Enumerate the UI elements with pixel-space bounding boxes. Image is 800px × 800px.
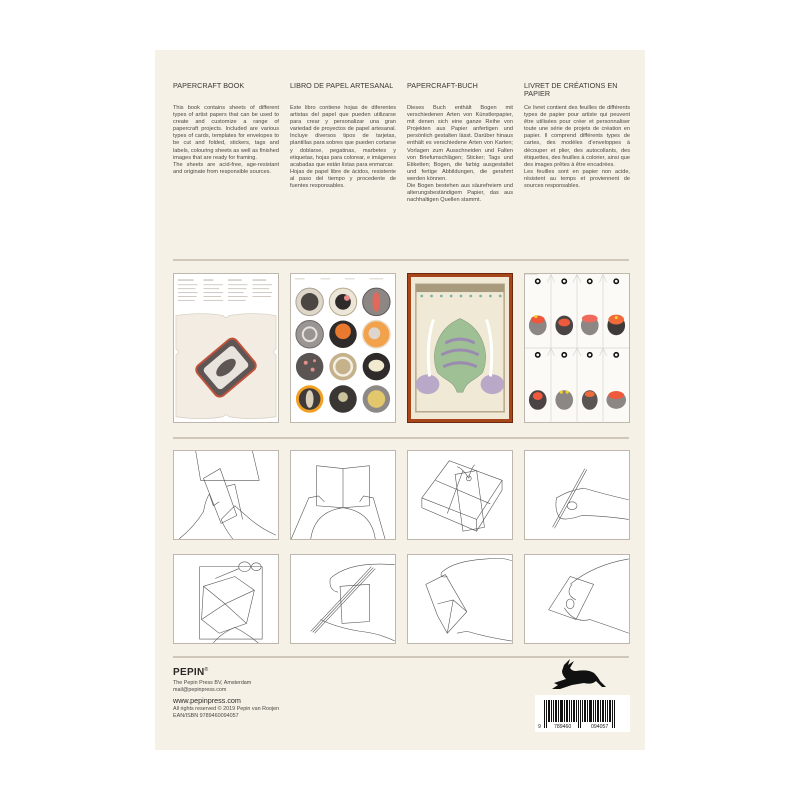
barcode-group-2: 094057 [591,724,609,730]
step-writing-with-pen [524,450,630,540]
column-title: PAPERCRAFT BOOK [173,81,245,90]
hare-logo-icon [550,659,606,693]
column-spanish [290,82,396,190]
publisher-info [173,667,393,720]
gift-tags-illustration [525,274,629,422]
column-body-2: Die Bogen bestehen aus säurefreiem und alterungsbeständigem Papier, das aus nachhaltigen Quellen stammt. [407,183,513,204]
column-body-2: The sheets are acid-free, age-resistant and originate from responsible sources. [173,161,279,175]
gift-box-with-tag-illustration [408,451,512,539]
column-body: Ce livret contient des feuilles de différents types de papier pour artiste qui peuvent être utilisées pour créer et personnaliser toute une série de projets de création en papier. Il comprend différents types de cartes, des modèles d'enveloppes à découper et plier, des autocollants, des étiquettes, des feuilles à colorier, ainsi que des images prêtes à être encadrées. [524,105,630,168]
company-name: The Pepin Press BV, Amsterdam [173,680,252,686]
scissors-cutting-illustration [174,555,278,643]
hands-folding-envelope-illustration [408,555,512,643]
book-back-cover [155,50,645,750]
column-german [407,82,513,204]
round-stickers-illustration [291,274,395,422]
email-address: mail@pepinpress.com [173,687,227,694]
step-folding-paper [173,450,279,540]
divider [173,259,629,261]
column-body: Este libro contiene hojas de diferentes artistas del papel que pueden utilizarse para crear y personalizar una gran variedad de proyectos de papel artesanal. Incluye diversos tipos de tarjetas, plantillas para sobres que pueden cortarse y doblarse, pegatinas, marbetes y etiquetas, hojas para colorear, e imágenes acabadas que están listas para enmarcar. [290,105,396,168]
barcode-bars [544,700,626,724]
step-opening-card [290,450,396,540]
hands-holding-card-illustration [291,451,395,539]
thumbnail-framed-peacock-print [407,273,513,423]
barcode-group-1: 789460 [554,724,572,730]
divider [173,656,629,658]
column-title: LIBRO DE PAPEL ARTESANAL [290,81,394,90]
envelope-template-illustration [174,274,278,422]
column-body: Dieses Buch enthält Bogen mit verschiedenen Arten von Künstlerpapier, mit denen sich eine ganze Reihe von Projekten aus Papier anfertigen und persönlich gestalten lässt. Darüber hinaus enthält es verschiedene Arten von Karten; Vorlagen zum Ausschneiden und Falten von Briefumschlägen; Sticker; Tags und Etiketten; Bogen, die farbig ausgestaltet und fertige Abbildungen, die gerahmt werden können. [407,105,513,182]
thumbnail-gift-tags [524,273,630,423]
thumbnail-round-stickers [290,273,396,423]
step-cutting-envelope-template [173,554,279,644]
rights-notice: All rights reserved © 2019 Pepin van Roojen [173,705,280,712]
column-english [173,82,279,176]
step-folding-envelope [407,554,513,644]
thumbnail-envelope-template [173,273,279,423]
isbn-number: EAN/ISBN 9789460094057 [173,712,239,719]
peacock-illustration [408,274,512,422]
column-body-2: Les feuilles sont en papier non acide, résistent au temps et proviennent de sources responsables. [524,168,630,190]
publisher-logo: PEPIN® [173,667,209,678]
column-title: PAPERCRAFT-BUCH [407,81,478,90]
ruler-scoring-illustration [291,555,395,643]
hands-folding-paper-illustration [174,451,278,539]
hands-sealing-envelope-illustration [525,555,629,643]
website-url: www.pepinpress.com [173,695,241,705]
barcode-lead-digit: 9 [538,724,541,730]
divider [173,437,629,439]
isbn-barcode [535,695,630,732]
step-tagged-gift-box [407,450,513,540]
column-french [524,82,630,190]
step-sealing-envelope [524,554,630,644]
column-body: This book contains sheets of different types of artist papers that can be used to create and customize a range of papercraft projects. Included are various types of cards, templates for envelopes to be cut and folded, stickers, tags and labels, colouring sheets as well as finished images that are ready for framing. [173,105,279,161]
column-title: LIVRET DE CRÉATIONS EN PAPIER [524,81,618,99]
step-scoring-with-ruler [290,554,396,644]
column-body-2: Hojas de papel libre de ácidos, resistente al paso del tiempo y procedente de fuentes responsables. [290,168,396,190]
hand-writing-illustration [525,451,629,539]
